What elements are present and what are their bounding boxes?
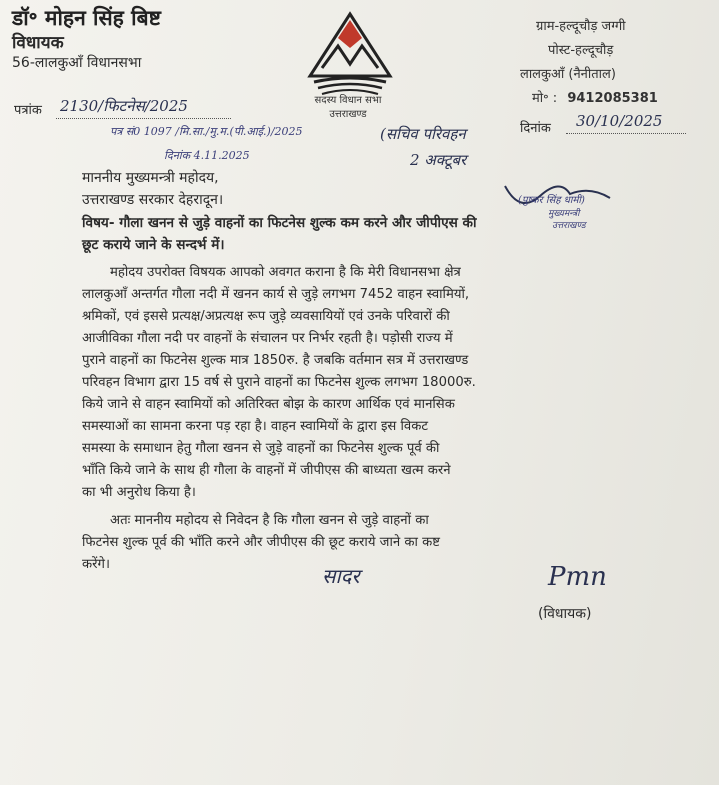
patrank-label: पत्रांक <box>14 103 42 118</box>
dinank-value: 30/10/2025 <box>576 112 663 130</box>
cm-sign-state: उत्तराखण्ड <box>552 221 586 231</box>
closing-line: अतः माननीय महोदय से निवेदन है कि गौला खनन से जुड़े वाहनों का <box>110 513 429 528</box>
dinank-label: दिनांक <box>520 121 551 136</box>
body-line: श्रमिकों, एवं इससे प्रत्यक्ष/अप्रत्यक्ष रूप जुड़े व्यवसायियों एवं उनके परिवारों की <box>82 309 450 324</box>
sender-constituency: 56-लालकुआँ विधानसभा <box>12 55 142 71</box>
patrank-value: 2130/फिटनेस/2025 <box>60 97 188 115</box>
mla-signature: Pmn <box>548 562 607 592</box>
body-line: भाँति किये जाने के साथ ही गौला के वाहनों में जीपीएस की बाध्यता खत्म करने <box>82 463 451 478</box>
body-line: का भी अनुरोध किया है। <box>82 485 196 500</box>
handwritten-note-secretary: (सचिव परिवहन <box>380 125 466 143</box>
mobile-row <box>532 88 658 106</box>
closing-line: करेंगे। <box>82 557 110 572</box>
closing-line: फिटनेस शुल्क पूर्व की भाँति करने और जीपीएस की छूट कराये जाने का कष्ट <box>82 535 440 550</box>
mobile-label: मो॰ : <box>532 91 558 106</box>
subject-line-2: छूट कराये जाने के सन्दर्भ में। <box>82 237 225 253</box>
handwritten-note-date: 2 अक्टूबर <box>410 151 467 169</box>
cm-office-stamp-number: पत्र सं0 1097 /मि.सा./मु.म.(पी.आई.)/2025 <box>110 125 303 138</box>
designation: (विधायक) <box>538 606 592 622</box>
salutation-handwritten: सादर <box>322 564 360 588</box>
body-line: महोदय उपरोक्त विषयक आपको अवगत कराना है कि मेरी विधानसभा क्षेत्र <box>110 265 461 280</box>
addressee-line-1: माननीय मुख्यमन्त्री महोदय, <box>82 170 219 186</box>
cm-sign-name: (पुष्कर सिंह धामी) <box>518 195 585 206</box>
address-post: पोस्ट-हल्दूचौड़ <box>548 43 614 58</box>
body-line: समस्या के समाधान हेतु गौला खनन से जुड़े वाहनों का फिटनेस शुल्क पूर्व की <box>82 441 440 456</box>
subject-line-1: विषय- गौला खनन से जुड़े वाहनों का फिटनेस शुल्क कम करने और जीपीएस की <box>82 215 477 231</box>
emblem-caption: सदस्य विधान सभा उत्तराखण्ड <box>314 95 382 120</box>
assembly-emblem-icon <box>300 6 400 106</box>
mobile-number: 9412085381 <box>567 91 658 106</box>
body-line: किये जाने से वाहन स्वामियों को अतिरिक्त बोझ के कारण आर्थिक एवं मानसिक <box>82 397 455 412</box>
body-line: समस्याओं का सामना करना पड़ रहा है। वाहन स्वामियों के द्वारा इस विकट <box>82 419 429 434</box>
addressee-line-2: उत्तराखण्ड सरकार देहरादून। <box>82 192 224 208</box>
cm-sign-title: मुख्यमन्त्री <box>548 209 580 219</box>
body-line: लालकुआँ अन्तर्गत गौला नदी में खनन कार्य से जुड़े लगभग 7452 वाहन स्वामियों, <box>82 287 470 302</box>
sender-role: विधायक <box>12 33 64 53</box>
cm-office-stamp-date: दिनांक 4.11.2025 <box>164 149 250 162</box>
body-line: पुराने वाहनों का फिटनेस शुल्क मात्र 1850रु. है जबकि वर्तमान सत्र में उत्तराखण्ड <box>82 353 469 368</box>
body-line: परिवहन विभाग द्वारा 15 वर्ष से पुराने वाहनों का फिटनेस शुल्क लगभग 18000रु. <box>82 375 476 390</box>
address-village: ग्राम-हल्दूचौड़ जग्गी <box>536 19 626 34</box>
sender-name: डॉ॰ मोहन सिंह बिष्ट <box>12 6 161 30</box>
body-line: आजीविका गौला नदी पर वाहनों के संचालन पर निर्भर रहती है। पड़ोसी राज्य में <box>82 331 453 346</box>
address-district: लालकुआँ (नैनीताल) <box>520 67 616 82</box>
